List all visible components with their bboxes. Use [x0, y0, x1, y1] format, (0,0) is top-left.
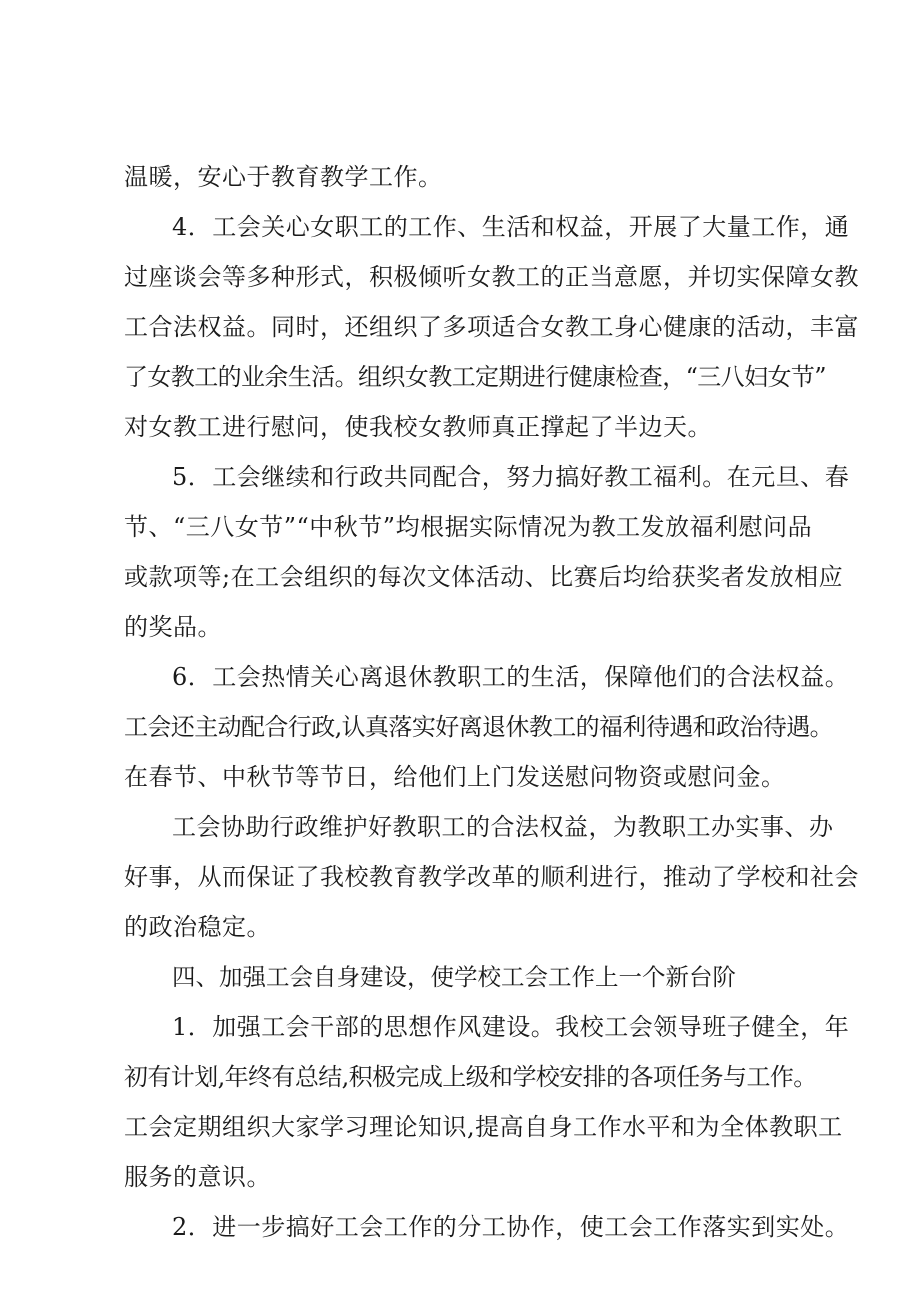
text-line: 过座谈会等多种形式，积极倾听女教工的正当意愿，并切实保障女教 [124, 263, 859, 291]
text-line: 温暖，安心于教育教学工作。 [124, 163, 443, 191]
text-line: 工会协助行政维护好教职工的合法权益，为教职工办实事、办 [172, 813, 834, 841]
document-page [124, 160, 859, 1260]
text-line: 工会定期组织大家学习理论知识,提高自身工作水平和为全体教职工 [124, 1113, 843, 1141]
section-heading: 四、加强工会自身建设，使学校工会工作上一个新台阶 [172, 963, 736, 991]
text-line: 初有计划,年终有总结,积极完成上级和学校安排的各项任务与工作。 [124, 1063, 817, 1091]
text-line: 了女教工的业余生活。组织女教工定期进行健康检查，“三八妇女节” [124, 363, 826, 391]
text-line: 工会还主动配合行政,认真落实好离退休教工的福利待遇和政治待遇。 [124, 713, 834, 741]
text-line: 6．工会热情关心离退休教职工的生活，保障他们的合法权益。 [172, 663, 850, 691]
text-line: 的政治稳定。 [124, 913, 271, 941]
text-line: 2．进一步搞好工会工作的分工协作，使工会工作落实到实处。 [172, 1213, 850, 1241]
text-line: 4．工会关心女职工的工作、生活和权益，开展了大量工作，通 [172, 213, 850, 241]
text-line: 工合法权益。同时，还组织了多项适合女教工身心健康的活动，丰富 [124, 313, 859, 341]
text-line: 节、“三八女节”“中秋节”均根据实际情况为教工发放福利慰问品 [124, 513, 813, 541]
text-line: 对女教工进行慰问，使我校女教师真正撑起了半边天。 [124, 413, 712, 441]
text-line: 在春节、中秋节等节日，给他们上门发送慰问物资或慰问金。 [124, 763, 786, 791]
text-line: 或款项等;在工会组织的每次文体活动、比赛后均给获奖者发放相应 [124, 563, 844, 591]
text-line: 5．工会继续和行政共同配合，努力搞好教工福利。在元旦、春 [172, 463, 850, 491]
text-line: 服务的意识。 [124, 1163, 271, 1191]
text-line: 好事，从而保证了我校教育教学改革的顺利进行，推动了学校和社会 [124, 863, 859, 891]
text-line: 的奖品。 [124, 613, 222, 641]
text-line: 1．加强工会干部的思想作风建设。我校工会领导班子健全，年 [172, 1013, 850, 1041]
